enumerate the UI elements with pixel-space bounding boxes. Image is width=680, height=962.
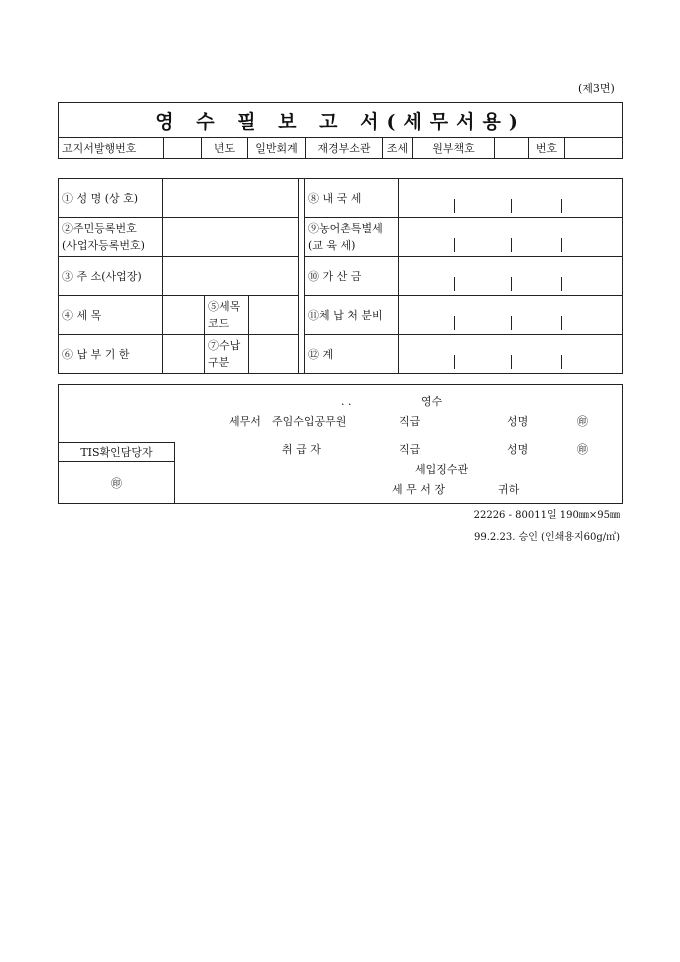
rural-tax-label-line1: ⑨농어촌특별세 (308, 222, 383, 235)
handler-name-label: 성명 (507, 443, 529, 456)
handler-rank-label: 직급 (399, 443, 421, 456)
delinquency-fee-label: ⑪체 납 처 분비 (305, 296, 399, 335)
tax-item-label: ④ 세 목 (59, 296, 163, 335)
notice-number-blank[interactable] (164, 138, 202, 159)
handler-label: 취 급 자 (282, 443, 321, 456)
total-amount[interactable] (399, 335, 623, 374)
ledger-number-label: 원부책호 (413, 138, 495, 159)
rural-tax-label-line2: (교 육 세) (308, 239, 356, 252)
tax-office-head-label: 세 무 서 장 (392, 483, 445, 496)
receipt-type-label-line2: 구분 (208, 356, 230, 369)
address-label: ③ 주 소(사업장) (59, 257, 163, 296)
collector-label: 주임수입공무원 (272, 415, 347, 428)
deadline-field[interactable] (163, 335, 205, 374)
deadline-label: ⑥ 납 부 기 한 (59, 335, 163, 374)
collector-rank-label: 직급 (399, 415, 421, 428)
receipt-type-label (205, 335, 249, 374)
tax-office-label: 세무서 (229, 415, 261, 428)
number-label: 번호 (529, 138, 565, 159)
delinquency-fee-amount[interactable] (399, 296, 623, 335)
rural-tax-amount[interactable] (399, 218, 623, 257)
form-code: 22226 - 80011일 190㎜×95㎜ (473, 510, 620, 521)
name-label: ① 성 명 (상 호) (59, 179, 163, 218)
ministry-label: 재경부소관 (306, 138, 383, 159)
tax-code-label-line1: ⑤세목 (208, 300, 241, 313)
penalty-label: ⑩ 가 산 금 (305, 257, 399, 296)
signature-left-top (59, 385, 175, 443)
total-label: ⑫ 계 (305, 335, 399, 374)
rural-tax-label (305, 218, 399, 257)
date-dots: . . (341, 395, 352, 408)
page-label: (제3면) (578, 82, 615, 95)
id-number-field[interactable] (163, 218, 299, 257)
signature-table (58, 384, 623, 504)
tax-code-field[interactable] (249, 296, 299, 335)
tax-code-label (205, 296, 249, 335)
address-field[interactable] (163, 257, 299, 296)
tax-code-label-line2: 코드 (208, 317, 230, 330)
signature-area (175, 385, 623, 504)
collector-seal[interactable]: ㊞ (577, 415, 588, 428)
notice-row (59, 138, 623, 159)
year-label: 년도 (202, 138, 248, 159)
collector-name-label: 성명 (507, 415, 529, 428)
handler-seal[interactable]: ㊞ (577, 443, 588, 456)
notice-number-label: 고지서발행번호 (59, 138, 164, 159)
id-number-label-line2: (사업자등록번호) (62, 239, 145, 252)
honorific-label: 귀하 (498, 483, 520, 496)
tax-item-field[interactable] (163, 296, 205, 335)
details-table (58, 178, 623, 374)
ledger-number-blank[interactable] (495, 138, 529, 159)
national-tax-amount[interactable] (399, 179, 623, 218)
tis-officer-label: TIS확인담당자 (59, 442, 175, 461)
received-label: 영수 (421, 395, 443, 408)
tax-label: 조세 (383, 138, 413, 159)
tis-officer-seal[interactable]: ㊞ (59, 462, 175, 504)
number-blank[interactable] (565, 138, 623, 159)
approval-note: 99.2.23. 승인 (인쇄용지60g/㎡) (474, 532, 620, 543)
header-table (58, 102, 623, 159)
name-field[interactable] (163, 179, 299, 218)
penalty-amount[interactable] (399, 257, 623, 296)
revenue-officer-label: 세입징수관 (415, 463, 469, 476)
document-title: 영 수 필 보 고 서(세무서용) (59, 103, 623, 138)
receipt-type-label-line1: ⑦수납 (208, 339, 241, 352)
general-account-label: 일반회계 (248, 138, 306, 159)
national-tax-label: ⑧ 내 국 세 (305, 179, 399, 218)
id-number-label-line1: ②주민등록번호 (62, 222, 137, 235)
receipt-type-field[interactable] (249, 335, 299, 374)
id-number-label (59, 218, 163, 257)
